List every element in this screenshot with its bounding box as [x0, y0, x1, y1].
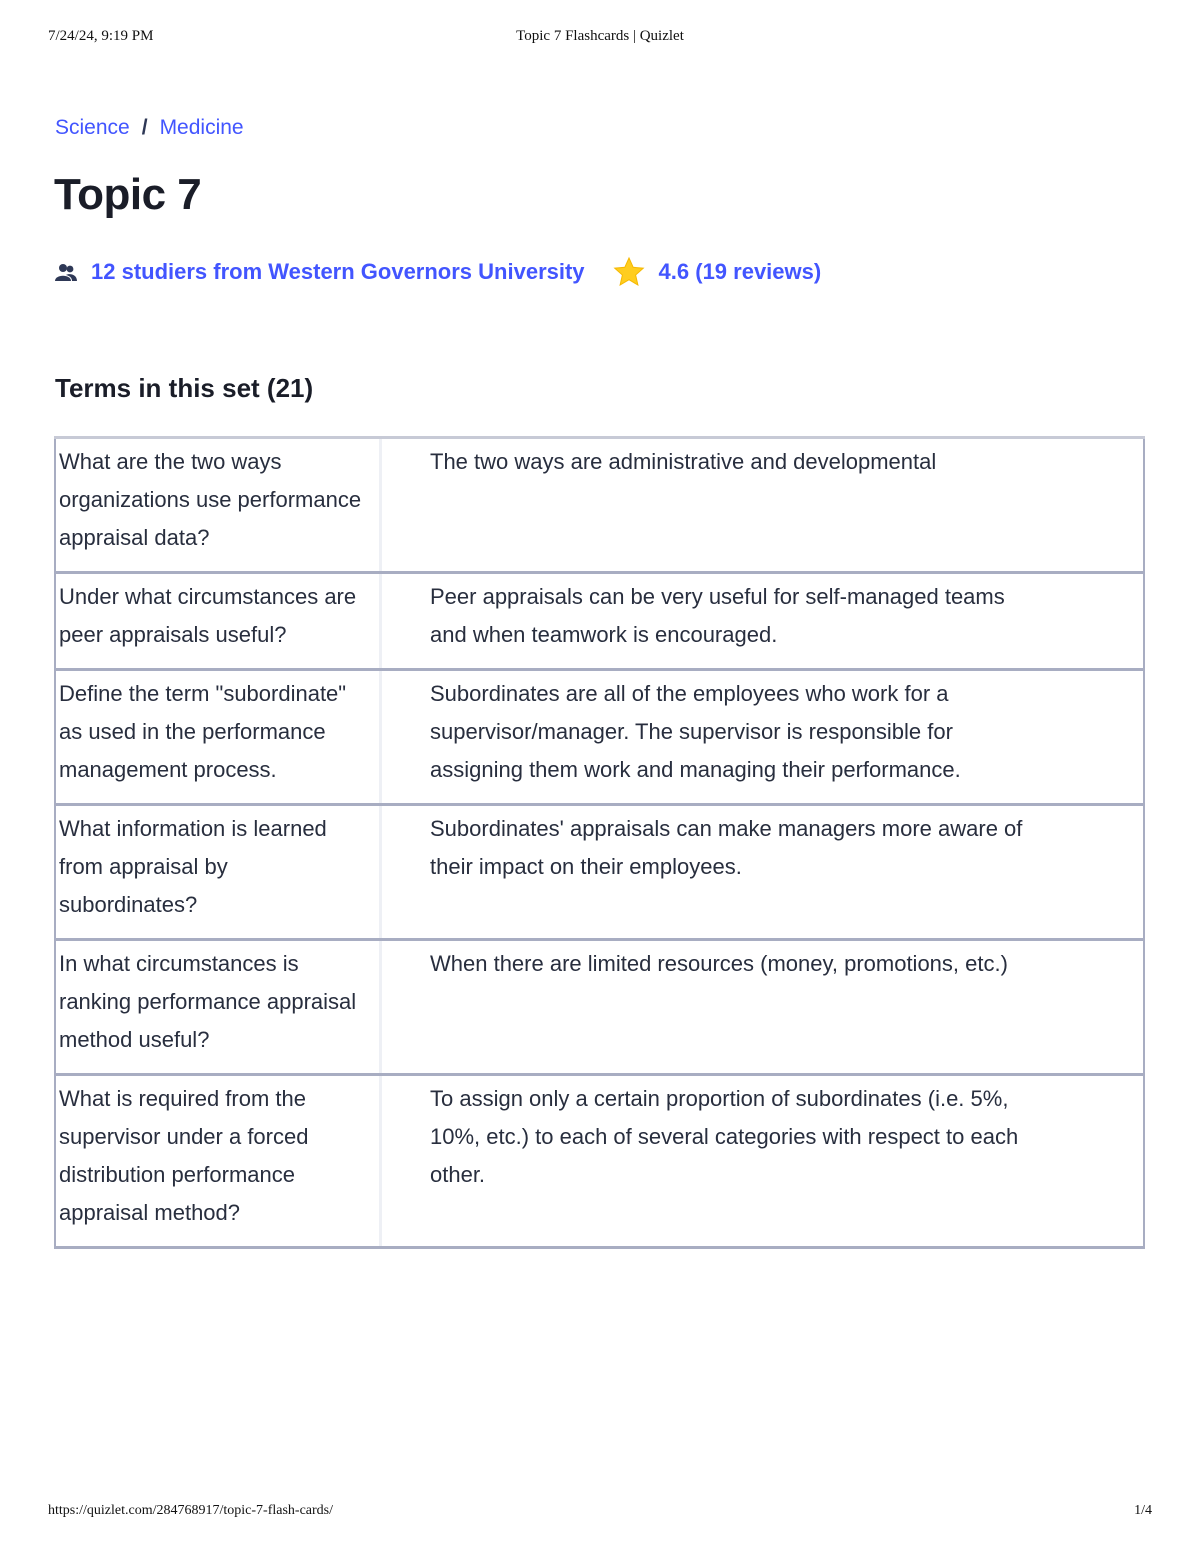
table-row: [54, 671, 1145, 806]
rating-link[interactable]: 4.6 (19 reviews): [658, 259, 822, 284]
print-footer: [48, 1503, 1152, 1525]
terms-heading: Terms in this set (21): [55, 373, 314, 403]
term-text: Define the term "subordinate" as used in the performance management process.: [56, 671, 382, 803]
terms-table: [54, 436, 1145, 1249]
term-text: Under what circumstances are peer appraisals useful?: [56, 574, 382, 668]
print-page-title: Topic 7 Flashcards | Quizlet: [516, 28, 684, 44]
print-url: https://quizlet.com/284768917/topic-7-flash-cards/: [48, 1503, 333, 1518]
definition-text: Subordinates are all of the employees who work for a supervisor/manager. The supervisor is responsible for assigning them work and managing their performance.: [430, 681, 961, 782]
term-text: In what circumstances is ranking performance appraisal method useful?: [56, 941, 382, 1073]
breadcrumb-item-science[interactable]: Science: [55, 116, 130, 139]
users-icon: [55, 262, 77, 282]
breadcrumb-separator: /: [141, 116, 148, 139]
table-row: [54, 941, 1145, 1076]
table-row: [54, 1076, 1145, 1249]
term-text: What information is learned from appraisal by subordinates?: [56, 806, 382, 938]
term-text: What are the two ways organizations use performance appraisal data?: [56, 439, 382, 571]
definition-text: To assign only a certain proportion of subordinates (i.e. 5%, 10%, etc.) to each of several categories with respect to each other.: [430, 1086, 1019, 1187]
print-page-number: 1/4: [1134, 1503, 1152, 1518]
table-row: [54, 806, 1145, 941]
definition-text: The two ways are administrative and developmental: [430, 449, 937, 474]
term-text: What is required from the supervisor under a forced distribution performance appraisal method?: [56, 1076, 382, 1246]
studiers-link[interactable]: 12 studiers from Western Governors University: [91, 259, 585, 284]
print-datetime: 7/24/24, 9:19 PM: [48, 28, 154, 44]
set-meta: [55, 256, 821, 288]
table-row: [54, 574, 1145, 671]
breadcrumb: [55, 116, 244, 140]
definition-text: When there are limited resources (money, promotions, etc.): [430, 951, 1008, 976]
definition-text: Subordinates' appraisals can make managers more aware of their impact on their employees.: [430, 816, 1023, 879]
print-header: [48, 28, 1152, 50]
breadcrumb-item-medicine[interactable]: Medicine: [159, 116, 244, 139]
star-icon: [613, 256, 645, 288]
definition-text: Peer appraisals can be very useful for self-managed teams and when teamwork is encouraged.: [430, 584, 1005, 647]
page-title: Topic 7: [54, 170, 202, 219]
table-row: [54, 439, 1145, 574]
